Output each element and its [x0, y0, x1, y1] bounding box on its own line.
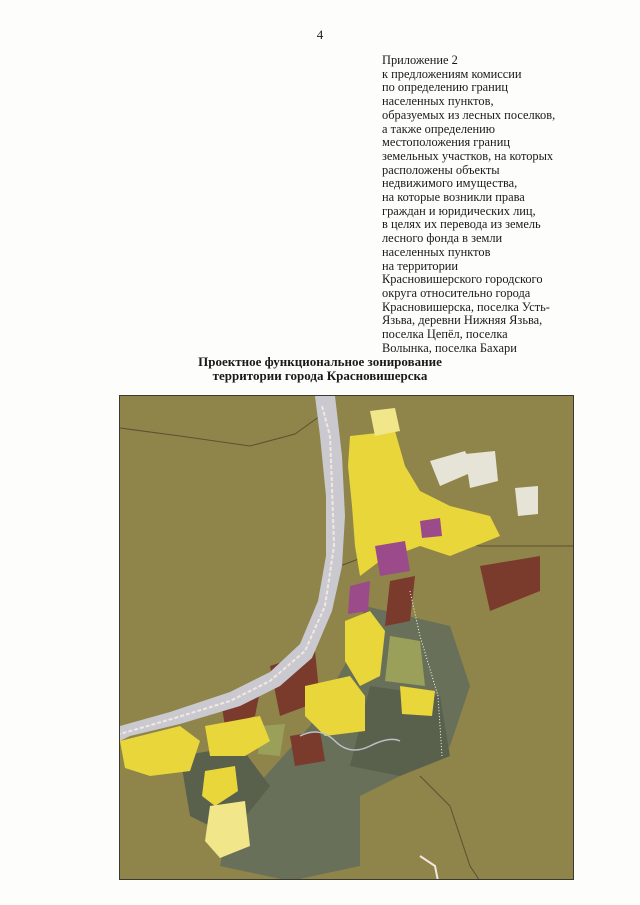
appendix-line: на которые возникли права [382, 190, 525, 205]
public-zone [420, 518, 442, 538]
appendix-line: Приложение 2 [382, 53, 458, 67]
public-zone [375, 541, 410, 576]
appendix-line: населенных пунктов [382, 244, 491, 259]
residential-zone [370, 408, 400, 436]
appendix-line: граждан и юридических лиц, [382, 203, 536, 218]
appendix-line: расположены объекты [382, 162, 500, 177]
zoning-map [119, 395, 574, 880]
appendix-line: по определению границ [382, 80, 509, 95]
recreation-zone [385, 636, 425, 686]
appendix-line: Волынка, поселка Бахари [382, 340, 517, 355]
public-zone [348, 581, 370, 614]
appendix-line: поселка Цепёл, поселка [382, 327, 508, 342]
appendix-line: лесного фонда в земли [382, 231, 503, 246]
appendix-line: округа относительно города [382, 285, 531, 300]
reserve-zone [515, 486, 538, 516]
appendix-line: Язьва, деревни Нижняя Язьва, [382, 313, 543, 328]
residential-zone [400, 686, 435, 716]
map-title-line: территории города Красновишерска [212, 368, 428, 383]
appendix-note [382, 54, 622, 355]
appendix-line: на территории [382, 258, 459, 273]
appendix-line: а также определению [382, 121, 496, 136]
page-number: 4 [316, 27, 324, 42]
appendix-line: образуемых из лесных поселков, [382, 107, 556, 122]
industrial-zone [290, 731, 325, 766]
appendix-line: Красновишерска, поселка Усть- [382, 299, 550, 314]
appendix-line: к предложениям комиссии [382, 66, 522, 81]
appendix-line: Красновишерского городского [382, 272, 543, 287]
appendix-line: недвижимого имущества, [382, 176, 518, 191]
appendix-line: населенных пунктов, [382, 94, 494, 109]
map-title-line: Проектное функциональное зонирование [198, 354, 442, 369]
appendix-line: местоположения границ [382, 135, 510, 150]
appendix-line: в целях их перевода из земель [382, 217, 541, 232]
zoning-map-graphic [120, 396, 574, 880]
appendix-line: земельных участков, на которых [382, 148, 554, 163]
map-title [0, 355, 640, 383]
